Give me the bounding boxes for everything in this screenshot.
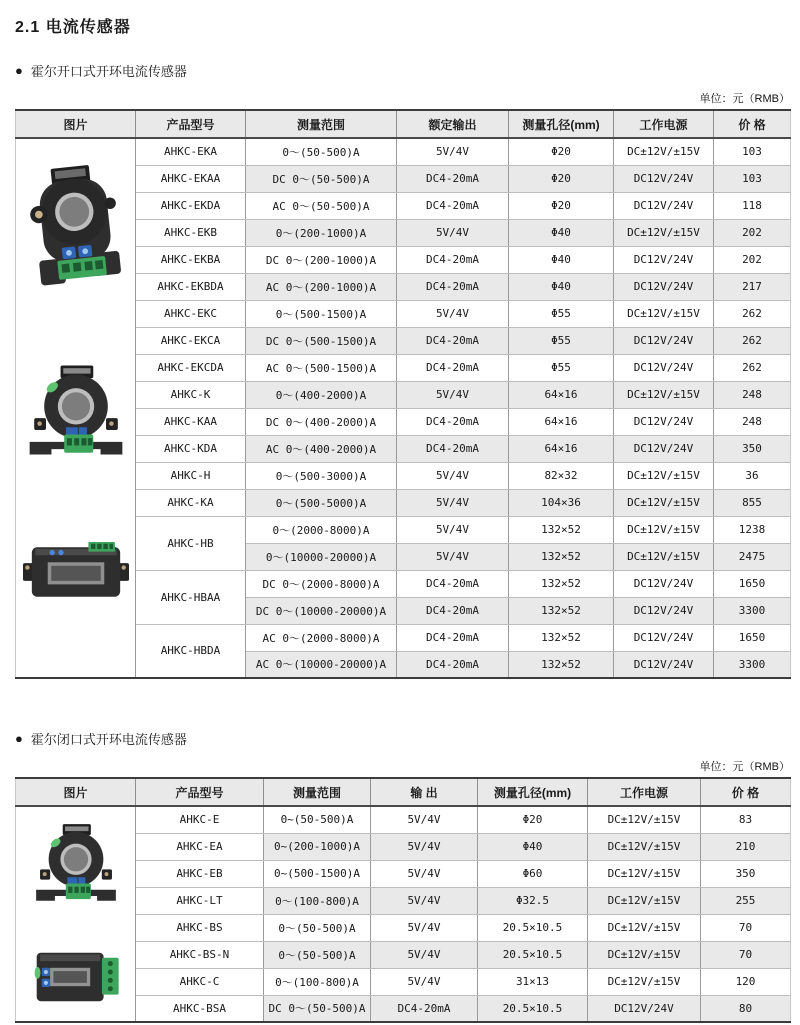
cell-model: AHKC-K xyxy=(136,381,246,408)
cell-price: 262 xyxy=(714,300,791,327)
cell-model: AHKC-E xyxy=(136,806,264,833)
cell-range: 0～(500-1500)A xyxy=(246,300,397,327)
column-header: 价 格 xyxy=(714,110,791,138)
cell-price: 350 xyxy=(701,860,791,887)
cell-power: DC12V/24V xyxy=(614,327,714,354)
cell-model: AHKC-EKB xyxy=(136,219,246,246)
cell-power: DC±12V/±15V xyxy=(588,806,701,833)
cell-price: 217 xyxy=(714,273,791,300)
cell-range: 0～(2000-8000)A xyxy=(246,516,397,543)
column-header: 产品型号 xyxy=(136,778,264,806)
cell-price: 248 xyxy=(714,381,791,408)
cell-power: DC±12V/±15V xyxy=(614,516,714,543)
cell-power: DC±12V/±15V xyxy=(588,860,701,887)
cell-power: DC12V/24V xyxy=(614,246,714,273)
open-ring-flange-base-sensor-photo xyxy=(26,361,126,479)
column-header: 测量孔径(mm) xyxy=(509,110,614,138)
cell-aperture: 64×16 xyxy=(509,435,614,462)
cell-range: DC 0～(10000-20000)A xyxy=(246,597,397,624)
cell-price: 210 xyxy=(701,833,791,860)
bullet-icon: ● xyxy=(15,731,23,746)
cell-aperture: 20.5×10.5 xyxy=(478,941,588,968)
table-row xyxy=(16,138,791,165)
cell-power: DC±12V/±15V xyxy=(614,543,714,570)
cell-model: AHKC-BSA xyxy=(136,995,264,1022)
cell-range: DC 0～(2000-8000)A xyxy=(246,570,397,597)
cell-output: 5V/4V xyxy=(397,462,509,489)
cell-model: AHKC-EA xyxy=(136,833,264,860)
cell-power: DC12V/24V xyxy=(614,192,714,219)
cell-range: DC 0～(400-2000)A xyxy=(246,408,397,435)
cell-output: 5V/4V xyxy=(371,968,478,995)
cell-output: DC4-20mA xyxy=(397,354,509,381)
cell-price: 70 xyxy=(701,941,791,968)
cell-range: DC 0～(50-500)A xyxy=(246,165,397,192)
cell-aperture: 132×52 xyxy=(509,570,614,597)
cell-model: AHKC-EKCA xyxy=(136,327,246,354)
cell-price: 36 xyxy=(714,462,791,489)
section-heading-label: 霍尔开口式开环电流传感器 xyxy=(30,64,187,79)
cell-price: 248 xyxy=(714,408,791,435)
cell-range: 0～(50-500)A xyxy=(264,941,371,968)
cell-power: DC12V/24V xyxy=(614,570,714,597)
cell-output: 5V/4V xyxy=(397,219,509,246)
cell-price: 2475 xyxy=(714,543,791,570)
cell-model: AHKC-EKAA xyxy=(136,165,246,192)
cell-price: 3300 xyxy=(714,597,791,624)
cell-model: AHKC-EKBDA xyxy=(136,273,246,300)
cell-power: DC12V/24V xyxy=(588,995,701,1022)
cell-range: 0～(100-800)A xyxy=(264,968,371,995)
cell-model: AHKC-KAA xyxy=(136,408,246,435)
cell-output: DC4-20mA xyxy=(397,597,509,624)
cell-aperture: 64×16 xyxy=(509,408,614,435)
cell-output: DC4-20mA xyxy=(397,435,509,462)
cell-output: 5V/4V xyxy=(397,543,509,570)
column-header: 输 出 xyxy=(371,778,478,806)
column-header: 测量孔径(mm) xyxy=(478,778,588,806)
cell-range: AC 0～(2000-8000)A xyxy=(246,624,397,651)
cell-power: DC±12V/±15V xyxy=(614,219,714,246)
cell-price: 103 xyxy=(714,165,791,192)
cell-model: AHKC-EKC xyxy=(136,300,246,327)
section-heading xyxy=(15,61,790,80)
cell-aperture: 82×32 xyxy=(509,462,614,489)
cell-aperture: 132×52 xyxy=(509,624,614,651)
cell-price: 103 xyxy=(714,138,791,165)
cell-model: AHKC-KDA xyxy=(136,435,246,462)
unit-label: 单位：元（RMB） xyxy=(699,761,790,773)
cell-range: 0～(500-3000)A xyxy=(246,462,397,489)
cell-product-images xyxy=(16,806,136,1022)
cell-output: 5V/4V xyxy=(397,489,509,516)
cell-model: AHKC-BS xyxy=(136,914,264,941)
cell-aperture: Φ20 xyxy=(509,138,614,165)
cell-aperture: Φ55 xyxy=(509,300,614,327)
cell-aperture: Φ60 xyxy=(478,860,588,887)
cell-model: AHKC-HBDA xyxy=(136,624,246,678)
cell-aperture: 132×52 xyxy=(509,516,614,543)
column-header: 工作电源 xyxy=(614,110,714,138)
cell-model: AHKC-LT xyxy=(136,887,264,914)
section-hall-closed-type xyxy=(15,729,790,1023)
cell-range: 0～(50-500)A xyxy=(264,914,371,941)
cell-output: DC4-20mA xyxy=(397,273,509,300)
cell-output: DC4-20mA xyxy=(397,408,509,435)
cell-output: DC4-20mA xyxy=(397,624,509,651)
cell-power: DC±12V/±15V xyxy=(614,462,714,489)
cell-output: 5V/4V xyxy=(371,941,478,968)
cell-range: DC 0～(500-1500)A xyxy=(246,327,397,354)
cell-model: AHKC-EKA xyxy=(136,138,246,165)
bullet-icon: ● xyxy=(15,63,23,78)
cell-aperture: Φ20 xyxy=(509,192,614,219)
cell-range: 0～(400-2000)A xyxy=(246,381,397,408)
cell-aperture: 132×52 xyxy=(509,597,614,624)
cell-output: 5V/4V xyxy=(397,381,509,408)
cell-output: DC4-20mA xyxy=(397,165,509,192)
column-header: 工作电源 xyxy=(588,778,701,806)
cell-power: DC12V/24V xyxy=(614,624,714,651)
column-header: 测量范围 xyxy=(264,778,371,806)
cell-aperture: Φ40 xyxy=(509,219,614,246)
cell-power: DC12V/24V xyxy=(614,597,714,624)
cell-range: 0~(50-500)A xyxy=(264,806,371,833)
cell-aperture: 132×52 xyxy=(509,651,614,678)
cell-output: 5V/4V xyxy=(371,887,478,914)
cell-power: DC12V/24V xyxy=(614,165,714,192)
product-table-closed-type xyxy=(15,777,791,1023)
cell-aperture: Φ55 xyxy=(509,327,614,354)
cell-power: DC±12V/±15V xyxy=(614,381,714,408)
cell-aperture: Φ55 xyxy=(509,354,614,381)
rectangular-window-sensor-photo xyxy=(23,531,129,613)
cell-output: 5V/4V xyxy=(397,300,509,327)
cell-range: AC 0～(10000-20000)A xyxy=(246,651,397,678)
cell-aperture: Φ20 xyxy=(478,806,588,833)
cell-price: 3300 xyxy=(714,651,791,678)
cell-model: AHKC-H xyxy=(136,462,246,489)
cell-output: DC4-20mA xyxy=(397,570,509,597)
column-header: 价 格 xyxy=(701,778,791,806)
cell-model: AHKC-BS-N xyxy=(136,941,264,968)
section-hall-open-type xyxy=(15,61,790,679)
cell-output: 5V/4V xyxy=(371,860,478,887)
cell-range: AC 0～(200-1000)A xyxy=(246,273,397,300)
header-row xyxy=(16,110,791,138)
cell-aperture: 20.5×10.5 xyxy=(478,995,588,1022)
cell-output: 5V/4V xyxy=(371,806,478,833)
cell-price: 350 xyxy=(714,435,791,462)
cell-model: AHKC-C xyxy=(136,968,264,995)
rectangular-side-terminal-sensor-photo xyxy=(30,941,122,1013)
cell-price: 80 xyxy=(701,995,791,1022)
cell-range: 0～(100-800)A xyxy=(264,887,371,914)
cell-aperture: Φ40 xyxy=(509,246,614,273)
cell-aperture: 20.5×10.5 xyxy=(478,914,588,941)
cell-output: 5V/4V xyxy=(371,833,478,860)
cell-output: DC4-20mA xyxy=(371,995,478,1022)
cell-power: DC12V/24V xyxy=(614,273,714,300)
cell-price: 83 xyxy=(701,806,791,833)
cell-output: 5V/4V xyxy=(371,914,478,941)
cell-power: DC±12V/±15V xyxy=(614,300,714,327)
cell-output: 5V/4V xyxy=(397,138,509,165)
column-header: 测量范围 xyxy=(246,110,397,138)
cell-model: AHKC-HBAA xyxy=(136,570,246,624)
cell-range: AC 0～(500-1500)A xyxy=(246,354,397,381)
cell-price: 120 xyxy=(701,968,791,995)
product-table-open-type xyxy=(15,109,791,679)
cell-output: DC4-20mA xyxy=(397,246,509,273)
cell-power: DC±12V/±15V xyxy=(588,833,701,860)
cell-power: DC±12V/±15V xyxy=(588,968,701,995)
cell-range: 0～(200-1000)A xyxy=(246,219,397,246)
cell-price: 202 xyxy=(714,246,791,273)
cell-power: DC12V/24V xyxy=(614,354,714,381)
cell-power: DC12V/24V xyxy=(614,651,714,678)
unit-label: 单位：元（RMB） xyxy=(699,93,790,105)
cell-range: DC 0～(200-1000)A xyxy=(246,246,397,273)
cell-aperture: 132×52 xyxy=(509,543,614,570)
closed-ring-base-sensor-photo xyxy=(33,821,119,921)
cell-aperture: 31×13 xyxy=(478,968,588,995)
cell-range: AC 0～(400-2000)A xyxy=(246,435,397,462)
cell-output: DC4-20mA xyxy=(397,192,509,219)
cell-range: 0～(50-500)A xyxy=(246,138,397,165)
cell-model: AHKC-EKCDA xyxy=(136,354,246,381)
column-header: 图片 xyxy=(16,110,136,138)
cell-output: DC4-20mA xyxy=(397,327,509,354)
column-header: 图片 xyxy=(16,778,136,806)
cell-price: 255 xyxy=(701,887,791,914)
section-heading-label: 霍尔闭口式开环电流传感器 xyxy=(30,732,187,747)
cell-price: 1650 xyxy=(714,624,791,651)
cell-price: 1650 xyxy=(714,570,791,597)
section-heading xyxy=(15,729,790,748)
cell-power: DC±12V/±15V xyxy=(588,914,701,941)
cell-aperture: Φ20 xyxy=(509,165,614,192)
cell-aperture: 64×16 xyxy=(509,381,614,408)
cell-power: DC±12V/±15V xyxy=(614,138,714,165)
cell-power: DC±12V/±15V xyxy=(614,489,714,516)
cell-aperture: Φ40 xyxy=(509,273,614,300)
cell-power: DC±12V/±15V xyxy=(588,941,701,968)
page-title: 2.1 电流传感器 xyxy=(15,19,131,36)
column-header: 额定输出 xyxy=(397,110,509,138)
cell-power: DC12V/24V xyxy=(614,435,714,462)
open-ring-split-core-sensor-photo xyxy=(28,155,124,303)
cell-range: 0~(500-1500)A xyxy=(264,860,371,887)
column-header: 产品型号 xyxy=(136,110,246,138)
cell-power: DC12V/24V xyxy=(614,408,714,435)
cell-model: AHKC-KA xyxy=(136,489,246,516)
cell-model: AHKC-HB xyxy=(136,516,246,570)
cell-aperture: Φ32.5 xyxy=(478,887,588,914)
cell-product-images xyxy=(16,138,136,678)
table-row xyxy=(16,806,791,833)
cell-aperture: Φ40 xyxy=(478,833,588,860)
cell-price: 118 xyxy=(714,192,791,219)
cell-range: 0～(10000-20000)A xyxy=(246,543,397,570)
cell-price: 855 xyxy=(714,489,791,516)
cell-model: AHKC-EKBA xyxy=(136,246,246,273)
cell-price: 70 xyxy=(701,914,791,941)
cell-price: 262 xyxy=(714,354,791,381)
cell-price: 262 xyxy=(714,327,791,354)
cell-range: AC 0～(50-500)A xyxy=(246,192,397,219)
cell-aperture: 104×36 xyxy=(509,489,614,516)
header-row xyxy=(16,778,791,806)
cell-output: 5V/4V xyxy=(397,516,509,543)
cell-range: 0～(500-5000)A xyxy=(246,489,397,516)
cell-range: DC 0～(50-500)A xyxy=(264,995,371,1022)
cell-price: 202 xyxy=(714,219,791,246)
cell-output: DC4-20mA xyxy=(397,651,509,678)
cell-power: DC±12V/±15V xyxy=(588,887,701,914)
cell-model: AHKC-EKDA xyxy=(136,192,246,219)
cell-range: 0~(200-1000)A xyxy=(264,833,371,860)
cell-model: AHKC-EB xyxy=(136,860,264,887)
cell-price: 1238 xyxy=(714,516,791,543)
